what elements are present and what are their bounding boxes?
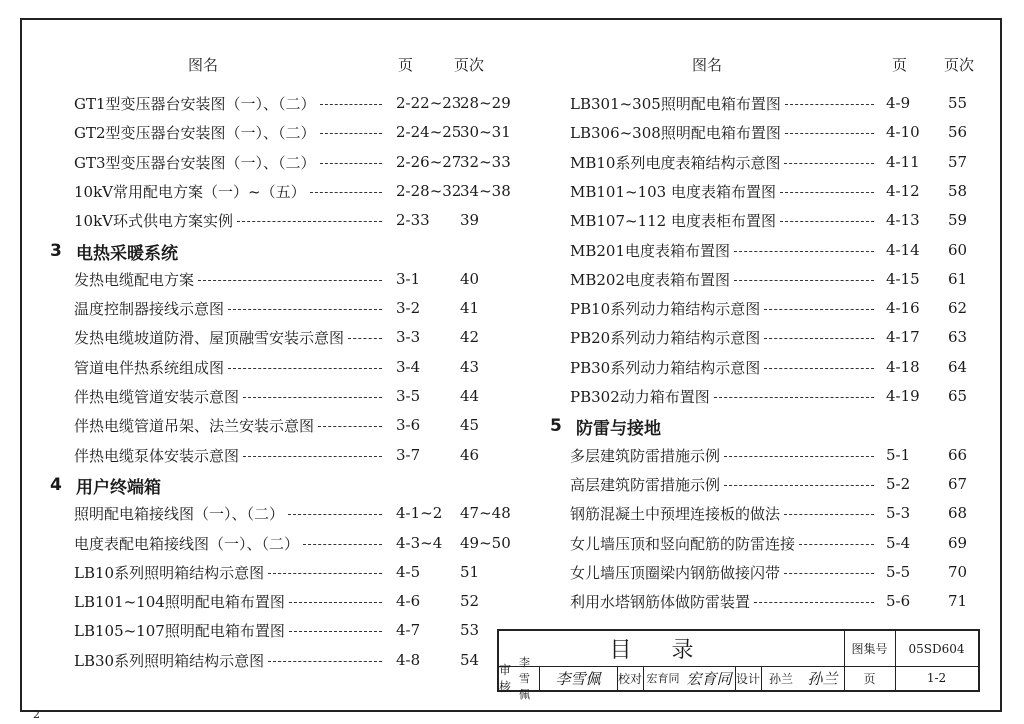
section-number: 5 [550, 416, 562, 436]
toc-entry-seq: 34~38 [460, 182, 511, 200]
dash-leader [303, 544, 382, 545]
sheet-page-number: 2 [33, 708, 40, 721]
toc-entry-page: 4-7 [396, 621, 421, 639]
toc-entry[interactable] [74, 209, 520, 231]
toc-entry[interactable] [74, 590, 520, 612]
dash-leader [268, 661, 382, 662]
toc-entry-seq: 32~33 [460, 153, 511, 171]
toc-entry-page: 4-19 [886, 387, 920, 405]
toc-entry-title: 伴热电缆管道吊架、法兰安装示意图 [74, 416, 315, 435]
dash-leader [785, 104, 874, 105]
dash-leader [784, 514, 874, 515]
toc-entry-page: 3-3 [396, 328, 421, 346]
toc-entry[interactable] [570, 532, 1008, 554]
section-heading [50, 473, 161, 497]
toc-entry-seq: 59 [948, 211, 968, 229]
dash-leader [764, 338, 874, 339]
toc-entry-seq: 66 [948, 446, 968, 464]
dash-leader [237, 221, 382, 222]
toc-entry[interactable] [570, 151, 1008, 173]
toc-entry-title: GT3型变压器台安装图（一）、（二） [74, 153, 316, 172]
header-seq-left: 页次 [454, 56, 485, 74]
toc-entry-page: 5-2 [886, 475, 911, 493]
toc-entry-seq: 49~50 [460, 534, 511, 552]
toc-entry-title: PB302动力箱布置图 [570, 387, 710, 406]
toc-entry-page: 4-8 [396, 651, 421, 669]
toc-entry-title: MB10系列电度表箱结构示意图 [570, 153, 781, 172]
toc-entry-seq: 30~31 [460, 123, 511, 141]
section-number: 4 [50, 475, 62, 495]
dash-leader [799, 544, 874, 545]
page-value: 1-2 [926, 671, 947, 685]
dash-leader [198, 280, 382, 281]
toc-entry[interactable] [570, 385, 1008, 407]
dash-leader [784, 163, 874, 164]
toc-entry-seq: 68 [948, 504, 968, 522]
toc-entry-page: 2-22~23 [396, 94, 462, 112]
toc-entry-title: 发热电缆配电方案 [74, 270, 195, 289]
toc-entry-seq: 46 [460, 446, 480, 464]
dash-leader [784, 573, 874, 574]
dash-leader [724, 456, 874, 457]
toc-entry-title: 10kV环式供电方案实例 [74, 211, 234, 230]
checker-name: 宏育同 [646, 672, 680, 685]
dash-leader [734, 251, 874, 252]
dash-leader [714, 397, 874, 398]
toc-entry[interactable] [570, 326, 1008, 348]
toc-entry-seq: 39 [460, 211, 480, 229]
toc-entry-page: 5-5 [886, 563, 911, 581]
toc-entry-page: 4-1~2 [396, 504, 443, 522]
toc-entry-title: MB107~112 电度表柜布置图 [570, 211, 776, 230]
header-name-right: 图名 [692, 56, 723, 74]
toc-entry-page: 4-11 [886, 153, 920, 171]
toc-entry-page: 3-1 [396, 270, 421, 288]
toc-entry-title: GT2型变压器台安装图（一）、（二） [74, 123, 316, 142]
toc-entry-seq: 43 [460, 358, 480, 376]
toc-entry[interactable] [570, 473, 1008, 495]
toc-entry-title: 伴热电缆管道安装示意图 [74, 387, 240, 406]
toc-entry-seq: 65 [948, 387, 968, 405]
toc-entry-page: 2-28~32 [396, 182, 462, 200]
toc-entry-title: GT1型变压器台安装图（一）、（二） [74, 94, 316, 113]
toc-entry[interactable] [570, 209, 1008, 231]
toc-entry-seq: 67 [948, 475, 968, 493]
check-label: 校对 [617, 671, 642, 686]
dash-leader [228, 368, 382, 369]
toc-entry[interactable] [74, 297, 520, 319]
toc-entry-seq: 28~29 [460, 94, 511, 112]
toc-entry-page: 2-26~27 [396, 153, 462, 171]
dash-leader [780, 221, 874, 222]
section-title: 电热采暖系统 [76, 243, 178, 264]
dash-leader [320, 163, 382, 164]
toc-entry-page: 5-6 [886, 592, 911, 610]
checker-signature: 宏育同 [686, 669, 732, 688]
dash-leader [734, 280, 874, 281]
toc-entry-page: 3-5 [396, 387, 421, 405]
toc-entry[interactable] [74, 414, 520, 436]
toc-entry-title: 10kV常用配电方案（一）~（五） [74, 182, 306, 201]
dash-leader [228, 309, 382, 310]
toc-entry-title: 温度控制器接线示意图 [74, 299, 225, 318]
toc-entry[interactable] [570, 297, 1008, 319]
toc-entry-title: 管道电伴热系统组成图 [74, 358, 225, 377]
dash-leader [724, 485, 874, 486]
reviewer-signature: 李雪佩 [555, 669, 601, 688]
toc-entry-title: PB20系列动力箱结构示意图 [570, 328, 761, 347]
section-number: 3 [50, 241, 62, 261]
toc-entry-seq: 51 [460, 563, 480, 581]
toc-entry-seq: 69 [948, 534, 968, 552]
section-heading [50, 239, 178, 263]
toc-entry-page: 2-24~25 [396, 123, 462, 141]
toc-entry-seq: 58 [948, 182, 968, 200]
toc-entry-seq: 44 [460, 387, 480, 405]
reviewer-name: 李雪佩 [519, 656, 530, 701]
toc-entry-seq: 61 [948, 270, 968, 288]
dash-leader [243, 456, 382, 457]
toc-entry[interactable] [570, 239, 1008, 261]
toc-entry-title: 电度表配电箱接线图（一）、（二） [74, 534, 300, 553]
toc-entry-title: 女儿墙压顶和竖向配筋的防雷连接 [570, 534, 796, 553]
toc-entry-page: 3-2 [396, 299, 421, 317]
toc-entry-page: 4-17 [886, 328, 920, 346]
toc-entry[interactable] [570, 356, 1008, 378]
dash-leader [780, 192, 874, 193]
toc-entry[interactable] [74, 326, 520, 348]
toc-entry[interactable] [74, 151, 520, 173]
toc-entry-page: 4-9 [886, 94, 911, 112]
header-page-right: 页 [892, 56, 908, 74]
toc-entry-page: 3-4 [396, 358, 421, 376]
toc-entry-seq: 71 [948, 592, 968, 610]
toc-entry[interactable] [74, 92, 520, 114]
toc-entry[interactable] [74, 502, 520, 524]
toc-entry-page: 4-6 [396, 592, 421, 610]
toc-entry-title: 伴热电缆泵体安装示意图 [74, 446, 240, 465]
toc-entry-title: MB202电度表箱布置图 [570, 270, 731, 289]
section-title: 防雷与接地 [576, 418, 661, 439]
toc-entry-seq: 70 [948, 563, 968, 581]
atlas-label: 图集号 [851, 642, 888, 656]
toc-entry[interactable] [570, 561, 1008, 583]
section-title: 用户终端箱 [76, 477, 161, 498]
toc-entry-seq: 40 [460, 270, 480, 288]
toc-entry-title: 高层建筑防雷措施示例 [570, 475, 721, 494]
toc-entry-seq: 53 [460, 621, 480, 639]
toc-entry-title: MB201电度表箱布置图 [570, 241, 731, 260]
toc-entry-seq: 55 [948, 94, 968, 112]
dash-leader [785, 133, 874, 134]
toc-entry-seq: 54 [460, 651, 480, 669]
toc-entry-page: 4-13 [886, 211, 920, 229]
header-page-left: 页 [398, 56, 414, 74]
dash-leader [348, 338, 382, 339]
dash-leader [320, 133, 382, 134]
toc-entry[interactable] [74, 649, 520, 671]
sheet-title: 目录 [609, 638, 734, 663]
toc-entry-seq: 41 [460, 299, 480, 317]
toc-entry-seq: 60 [948, 241, 968, 259]
drawing-frame [20, 18, 1002, 712]
toc-entry[interactable] [74, 619, 520, 641]
toc-entry[interactable] [570, 180, 1008, 202]
toc-entry-page: 3-7 [396, 446, 421, 464]
dash-leader [318, 426, 382, 427]
toc-entry-page: 4-18 [886, 358, 920, 376]
toc-entry-page: 4-15 [886, 270, 920, 288]
toc-entry[interactable] [74, 268, 520, 290]
toc-entry-seq: 57 [948, 153, 968, 171]
toc-entry[interactable] [570, 502, 1008, 524]
dash-leader [320, 104, 382, 105]
designer-signature: 孙兰 [807, 669, 838, 688]
designer-name: 孙兰 [768, 671, 793, 686]
toc-entry[interactable] [570, 92, 1008, 114]
toc-entry-page: 5-3 [886, 504, 911, 522]
toc-entry-page: 5-1 [886, 446, 911, 464]
toc-entry-seq: 63 [948, 328, 968, 346]
toc-entry-page: 4-3~4 [396, 534, 443, 552]
dash-leader [764, 368, 874, 369]
toc-entry-page: 4-16 [886, 299, 920, 317]
toc-entry[interactable] [74, 385, 520, 407]
toc-entry-title: PB10系列动力箱结构示意图 [570, 299, 761, 318]
toc-entry-title: 发热电缆坡道防滑、屋顶融雪安装示意图 [74, 328, 345, 347]
toc-entry-seq: 47~48 [460, 504, 511, 522]
toc-entry[interactable] [74, 561, 520, 583]
toc-entry-title: 照明配电箱接线图（一）、（二） [74, 504, 285, 523]
toc-entry-page: 4-5 [396, 563, 421, 581]
toc-entry-title: MB101~103 电度表箱布置图 [570, 182, 776, 201]
toc-entry-seq: 64 [948, 358, 968, 376]
toc-entry-title: LB30系列照明箱结构示意图 [74, 651, 265, 670]
toc-entry[interactable] [570, 268, 1008, 290]
toc-entry-seq: 42 [460, 328, 480, 346]
toc-entry[interactable] [74, 356, 520, 378]
design-label: 设计 [735, 671, 760, 686]
toc-entry-page: 5-4 [886, 534, 911, 552]
toc-entry-title: LB301~305照明配电箱布置图 [570, 94, 781, 113]
toc-entry-page: 2-33 [396, 211, 430, 229]
dash-leader [289, 631, 382, 632]
toc-entry-seq: 62 [948, 299, 968, 317]
toc-entry-seq: 45 [460, 416, 480, 434]
atlas-number: 05SD604 [908, 641, 965, 656]
toc-entry-title: 女儿墙压顶圈梁内钢筋做接闪带 [570, 563, 781, 582]
dash-leader [310, 192, 382, 193]
toc-entry[interactable] [74, 121, 520, 143]
toc-entry[interactable] [570, 121, 1008, 143]
dash-leader [243, 397, 382, 398]
dash-leader [754, 602, 874, 603]
toc-entry[interactable] [570, 590, 1008, 612]
toc-entry[interactable] [570, 444, 1008, 466]
toc-entry[interactable] [74, 180, 520, 202]
dash-leader [268, 573, 382, 574]
title-block [497, 629, 980, 701]
review-label: 审核 [499, 663, 512, 694]
toc-entry[interactable] [74, 532, 520, 554]
toc-entry-page: 4-12 [886, 182, 920, 200]
toc-entry-title: 利用水塔钢筋体做防雷装置 [570, 592, 751, 611]
dash-leader [764, 309, 874, 310]
dash-leader [289, 602, 382, 603]
toc-entry-seq: 52 [460, 592, 480, 610]
toc-entry-title: LB105~107照明配电箱布置图 [74, 621, 285, 640]
header-name-left: 图名 [188, 56, 219, 74]
toc-entry-page: 3-6 [396, 416, 421, 434]
section-heading [550, 414, 661, 438]
toc-entry-seq: 56 [948, 123, 968, 141]
toc-entry-title: 钢筋混凝土中预埋连接板的做法 [570, 504, 781, 523]
toc-entry[interactable] [74, 444, 520, 466]
page-label: 页 [863, 671, 876, 686]
toc-entry-page: 4-14 [886, 241, 920, 259]
toc-entry-page: 4-10 [886, 123, 920, 141]
toc-entry-title: PB30系列动力箱结构示意图 [570, 358, 761, 377]
toc-entry-title: LB101~104照明配电箱布置图 [74, 592, 285, 611]
toc-entry-title: 多层建筑防雷措施示例 [570, 446, 721, 465]
toc-entry-title: LB306~308照明配电箱布置图 [570, 123, 781, 142]
toc-entry-title: LB10系列照明箱结构示意图 [74, 563, 265, 582]
dash-leader [288, 514, 382, 515]
header-seq-right: 页次 [944, 56, 975, 74]
